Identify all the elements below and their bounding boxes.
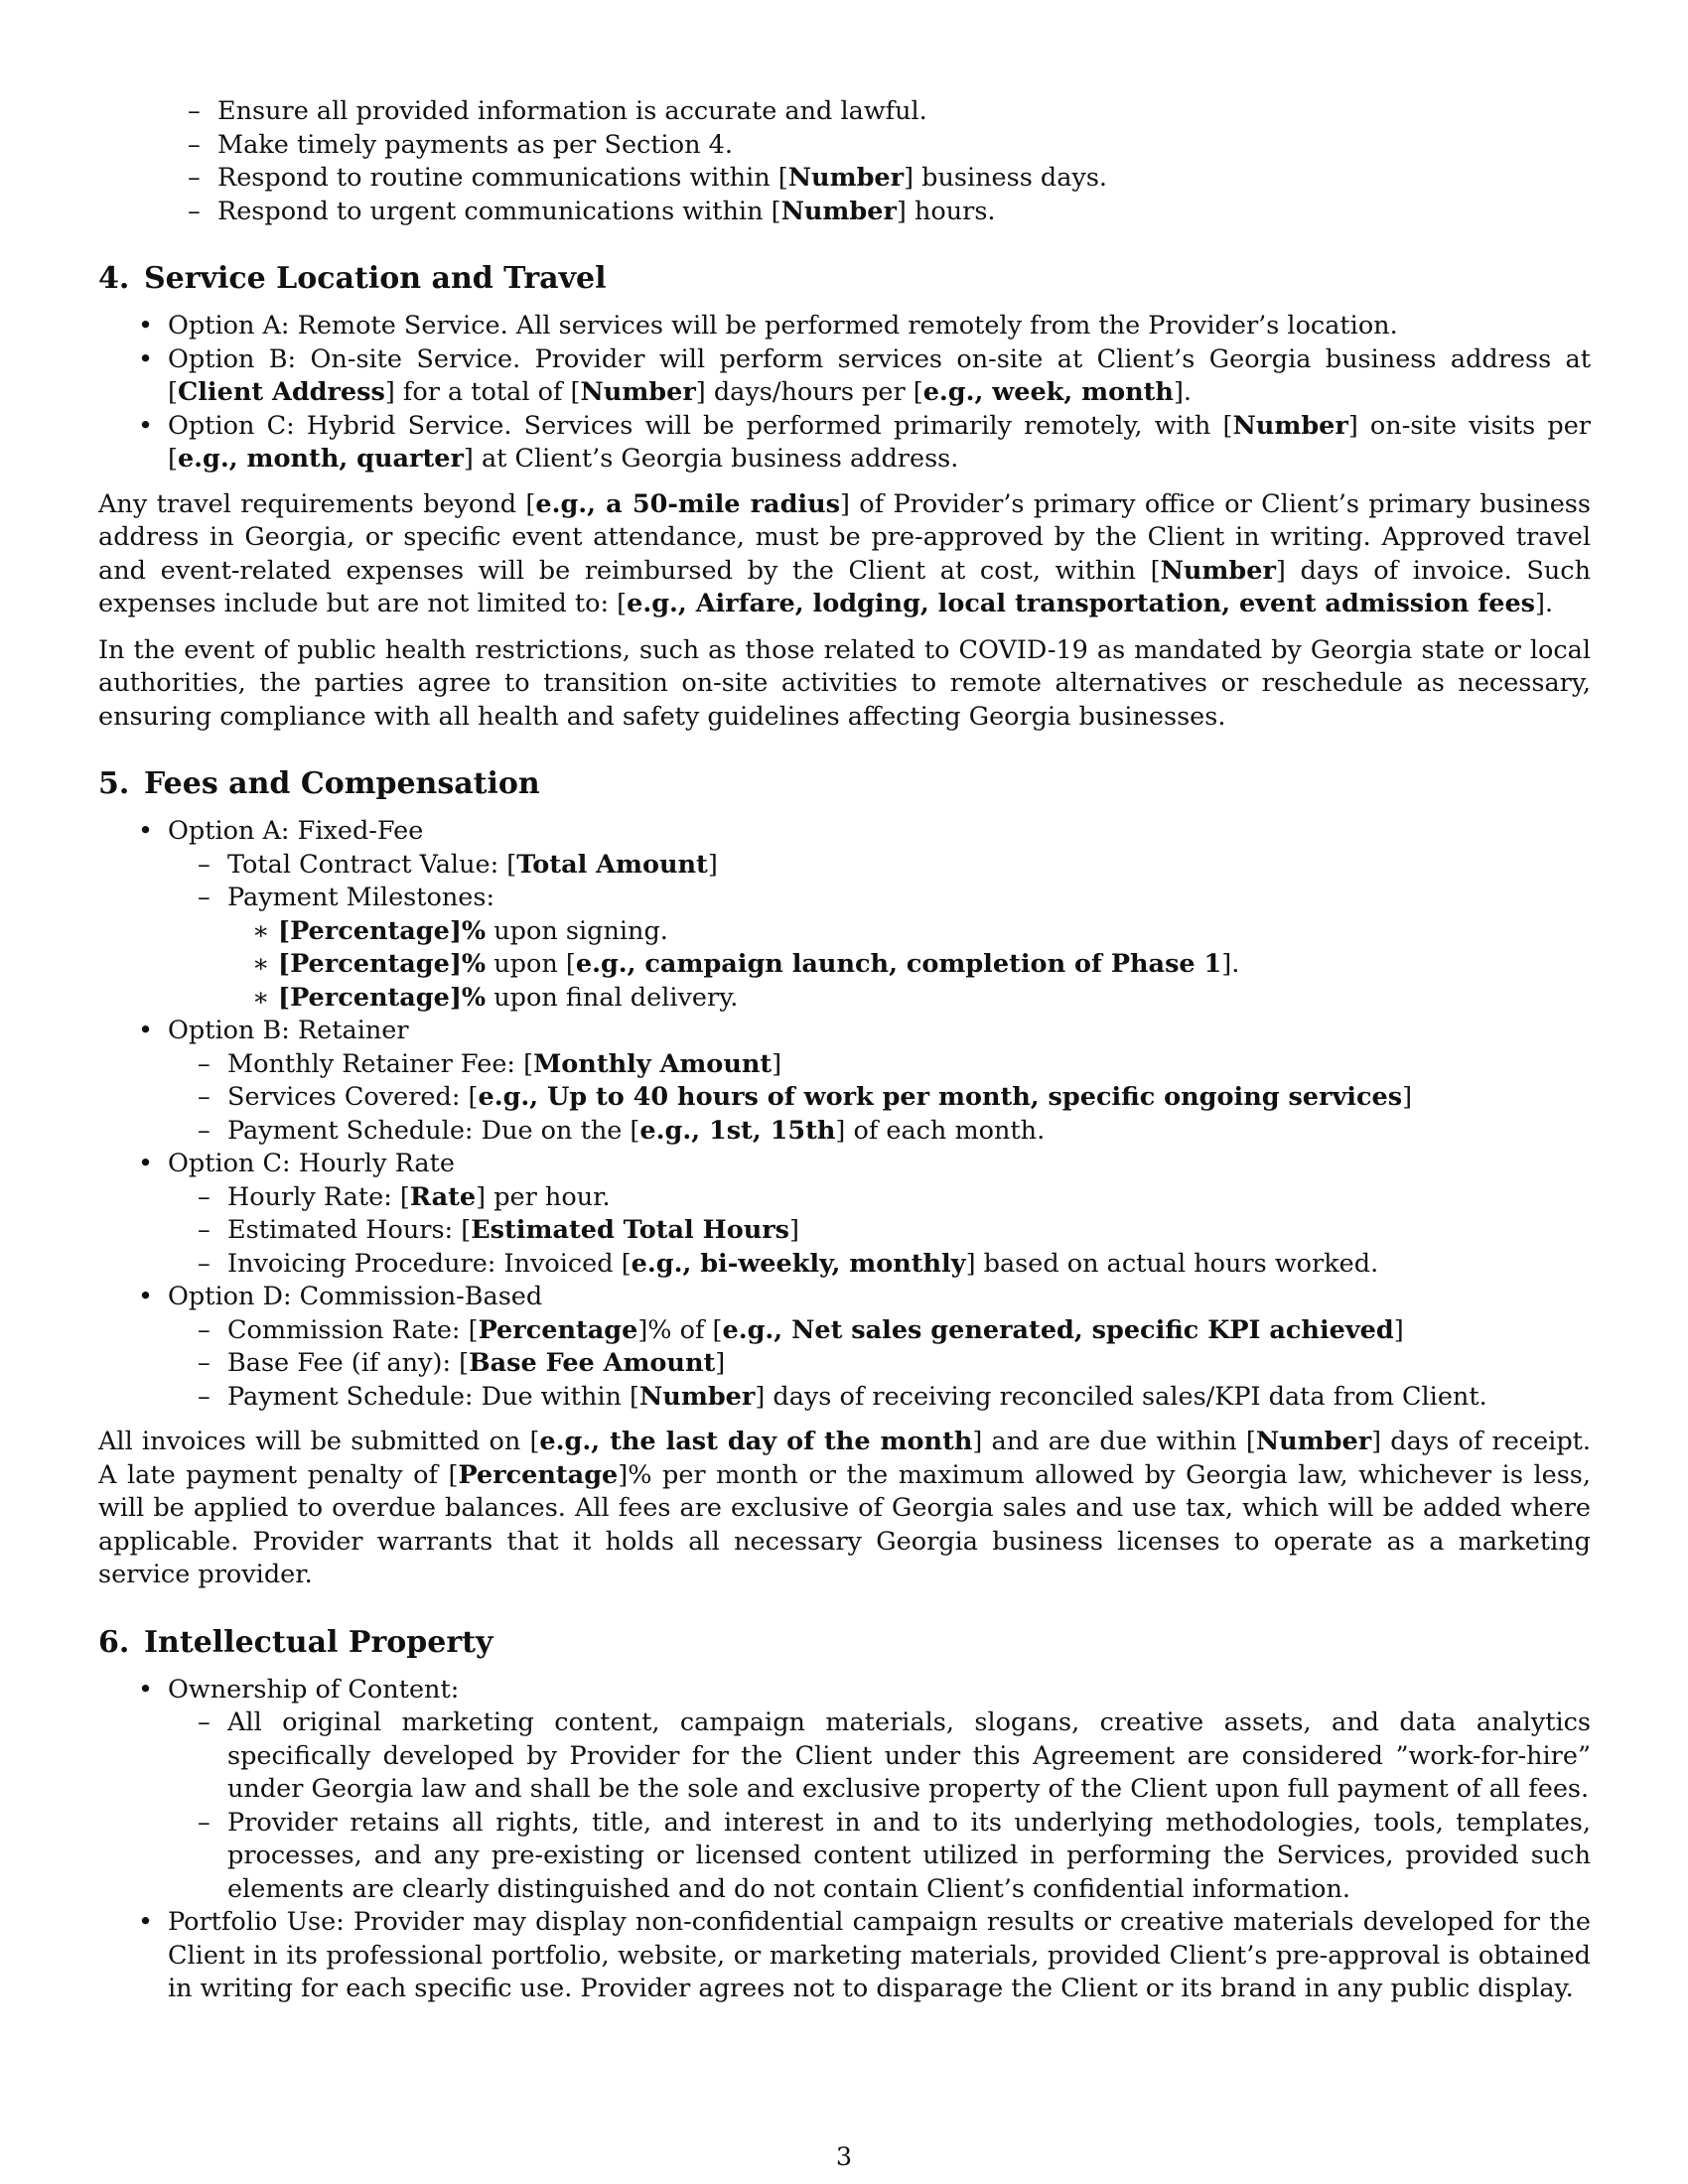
placeholder-field: Estimated Total Hours <box>471 1215 790 1245</box>
client-obligations-list <box>158 95 1591 228</box>
list-item: – Respond to routine communications within [Number] business days. <box>158 162 1591 196</box>
dash-marker: – <box>188 96 201 126</box>
list-item: • Option C: Hybrid Service. Services will be performed primarily remotely, with [Number] on-site visits per [e.g., month, quarter] at Client’s Georgia business address. <box>138 410 1591 474</box>
list-item: – Ensure all provided information is accurate and lawful. <box>158 95 1591 129</box>
list-item: – Base Fee (if any): [Base Fee Amount] <box>168 1347 1591 1381</box>
list-item: – Payment Schedule: Due within [Number] days of receiving reconciled sales/KPI data from Client. <box>168 1381 1591 1415</box>
list-item: – Services Covered: [e.g., Up to 40 hours of work per month, specific ongoing services] <box>168 1081 1591 1115</box>
placeholder-field: Client Address <box>177 377 385 407</box>
dash-marker: – <box>198 1314 211 1345</box>
placeholder-field: Number <box>1232 410 1348 441</box>
dash-marker: – <box>198 1807 211 1838</box>
section-heading-ip <box>98 1624 1591 1662</box>
list-item: • Ownership of Content: – All original marketing content, campaign materials, slogans, creative assets, and data analytics specifically developed by Provider for the Client under this Agreement are considered ”work-for-hire” under Georgia law and shall be the sole and exclusive property of the Client upon full payment of all fees. – Provider retains all rights, title, and interest in and to its underlying methodologies, tools, templates, processes, and any pre-existing or licensed content utilized in performing the Services, provided such elements are clearly distinguished and do not contain Client’s confidential information. <box>98 1674 1591 1907</box>
placeholder-field: Percentage <box>478 1314 638 1345</box>
list-item: • Option C: Hourly Rate – Hourly Rate: [Rate] per hour. – Estimated Hours: [Estimated Total Hours] – Invoicing Procedure: Invoiced [e.g., bi-weekly, monthly] based on actual hours worked. <box>98 1148 1591 1281</box>
placeholder-field: Number <box>787 163 905 193</box>
service-location-options <box>98 310 1591 477</box>
sub-list <box>168 1314 1591 1415</box>
placeholder-field: Number <box>580 377 696 407</box>
placeholder-field: e.g., a 50-mile radius <box>535 488 840 519</box>
placeholder-field: Total Amount <box>516 849 708 880</box>
list-item: – Monthly Retainer Fee: [Monthly Amount] <box>168 1048 1591 1082</box>
placeholder-field: e.g., month, quarter <box>177 444 464 474</box>
list-item: – Make timely payments as per Section 4. <box>158 129 1591 163</box>
bullet-marker: • <box>138 343 154 374</box>
placeholder-field: [Percentage]% <box>278 915 487 946</box>
travel-paragraph: Any travel requirements beyond [e.g., a 50-mile radius] of Provider’s primary office or Client’s primary business address in Georgia, or specific event attendance, must be pre-approved by the Client in writing. Approved travel and event-related expenses will be reimbursed by the Client at cost, within [Number] days of invoice. Such expenses include but are not limited to: [e.g., Airfare, lodging, local transportation, event admission fees]. <box>98 488 1591 618</box>
dash-marker: – <box>188 129 201 160</box>
asterisk-marker: ∗ <box>252 915 270 946</box>
placeholder-field: e.g., week, month <box>922 377 1174 407</box>
placeholder-field: e.g., Up to 40 hours of work per month, specific ongoing services <box>478 1082 1403 1112</box>
asterisk-marker: ∗ <box>252 982 270 1013</box>
bullet-marker: • <box>138 410 154 441</box>
page-number: 3 <box>835 2142 853 2172</box>
dash-marker: – <box>188 163 201 193</box>
placeholder-field: e.g., Net sales generated, specific KPI achieved <box>722 1314 1394 1345</box>
placeholder-field: Percentage <box>458 1459 619 1490</box>
placeholder-field: e.g., 1st, 15th <box>639 1115 836 1146</box>
list-item: • Portfolio Use: Provider may display non-confidential campaign results or creative materials developed for the Client in its professional portfolio, website, or marketing materials, provided Client’s pre-approval is obtained in writing for each specific use. Provider agrees not to disparage the Client or its brand in any public display. <box>138 1907 1591 2003</box>
invoicing-paragraph: All invoices will be submitted on [e.g., the last day of the month] and are due within [Number] days of receipt. A late payment penalty of [Percentage]% per month or the maximum allowed by Georgia law, whichever is less, will be applied to overdue balances. All fees are exclusive of Georgia sales and use tax, which will be added where applicable. Provider warrants that it holds all necessary Georgia business licenses to operate as a marketing service provider. <box>98 1427 1591 1589</box>
placeholder-field: Number <box>1255 1427 1372 1456</box>
list-item: – Invoicing Procedure: Invoiced [e.g., bi-weekly, monthly] based on actual hours worked. <box>168 1248 1591 1282</box>
public-health-paragraph: In the event of public health restrictions, such as those related to COVID-19 as mandated by Georgia state or local authorities, the parties agree to transition on-site activities to remote alternatives or reschedule as necessary, ensuring compliance with all health and safety guidelines affecting Georgia businesses. <box>98 634 1591 732</box>
bullet-marker: • <box>138 1907 154 1937</box>
placeholder-field: e.g., bi-weekly, monthly <box>631 1248 966 1279</box>
placeholder-field: [Percentage]% <box>278 982 487 1013</box>
dash-marker: – <box>198 1048 211 1079</box>
sub-list <box>168 849 1591 1016</box>
dash-marker: – <box>198 883 211 912</box>
dash-marker: – <box>198 1381 211 1412</box>
dash-marker: – <box>188 196 201 226</box>
section-number: 6. <box>98 1624 130 1660</box>
placeholder-field: Number <box>780 196 897 226</box>
bullet-marker: • <box>138 1149 154 1178</box>
placeholder-field: e.g., campaign launch, completion of Phase 1 <box>575 949 1222 979</box>
placeholder-field: Base Fee Amount <box>469 1348 716 1378</box>
section-title: Intellectual Property <box>144 1624 493 1660</box>
section-heading-service-location <box>98 260 1591 298</box>
dash-marker: – <box>198 1181 211 1212</box>
dash-marker: – <box>198 1115 211 1146</box>
list-item: • Option D: Commission-Based – Commission Rate: [Percentage]% of [e.g., Net sales generated, specific KPI achieved] – Base Fee (if any): [Base Fee Amount] – Payment Schedule: Due within [Number] days of receiving reconciled sales/KPI data from Client. <box>98 1281 1591 1414</box>
placeholder-field: Number <box>638 1381 756 1412</box>
section-title: Fees and Compensation <box>144 766 540 801</box>
bullet-marker: • <box>138 1016 154 1045</box>
list-item: • Option B: On-site Service. Provider will perform services on-site at Client’s Georgia business address at [Client Address] for a total of [Number] days/hours per [e.g., week, month]. <box>138 343 1591 407</box>
placeholder-field: Number <box>1160 555 1276 586</box>
list-item: ∗ [Percentage]% upon signing. <box>227 915 1591 949</box>
bullet-marker: • <box>138 1282 154 1311</box>
list-item: ∗ [Percentage]% upon [e.g., campaign launch, completion of Phase 1]. <box>227 948 1591 982</box>
list-item: – All original marketing content, campaign materials, slogans, creative assets, and data analytics specifically developed by Provider for the Client under this Agreement are considered ”work-for-hire” under Georgia law and shall be the sole and exclusive property of the Client upon full payment of all fees. <box>198 1707 1591 1804</box>
document-page <box>98 95 1591 2018</box>
section-number: 5. <box>98 766 130 801</box>
list-item: – Estimated Hours: [Estimated Total Hours] <box>168 1214 1591 1248</box>
section-number: 4. <box>98 261 130 296</box>
list-item: – Commission Rate: [Percentage]% of [e.g., Net sales generated, specific KPI achieved] <box>168 1314 1591 1348</box>
placeholder-field: Rate <box>409 1181 477 1212</box>
list-item: • Option A: Remote Service. All services will be performed remotely from the Provider’s location. <box>98 310 1591 343</box>
list-item: • Option A: Fixed-Fee – Total Contract Value: [Total Amount] – Payment Milestones: ∗ [Percentage]% upon signing. ∗ [Percentage]% upon [e.g., campaign launch, completion of Phase 1]. ∗ [Percentage]% upon final delivery. <box>98 815 1591 1015</box>
list-item: • Option B: Retainer – Monthly Retainer Fee: [Monthly Amount] – Services Covered: [e.g., Up to 40 hours of work per month, specific ongoing services] – Payment Schedule: Due on the [e.g., 1st, 15th] of each month. <box>98 1015 1591 1148</box>
ip-list <box>98 1674 1591 2006</box>
list-item: – Total Contract Value: [Total Amount] <box>168 849 1591 883</box>
bullet-marker: • <box>138 1674 154 1705</box>
bullet-marker: • <box>138 311 154 341</box>
list-item: – Payment Schedule: Due on the [e.g., 1st, 15th] of each month. <box>168 1115 1591 1149</box>
sub-sub-list <box>227 915 1591 1016</box>
sub-list <box>168 1048 1591 1149</box>
list-item: – Hourly Rate: [Rate] per hour. <box>168 1181 1591 1215</box>
asterisk-marker: ∗ <box>252 949 270 979</box>
placeholder-field: e.g., the last day of the month <box>539 1427 973 1456</box>
section-title: Service Location and Travel <box>144 261 607 296</box>
list-item: – Payment Milestones: ∗ [Percentage]% upon signing. ∗ [Percentage]% upon [e.g., campaign launch, completion of Phase 1]. ∗ [Percentage]% upon final delivery. <box>168 882 1591 1015</box>
section-heading-fees <box>98 765 1591 803</box>
sub-list <box>168 1706 1591 1906</box>
bullet-marker: • <box>138 816 154 846</box>
dash-marker: – <box>198 1215 211 1245</box>
sub-list <box>168 1181 1591 1282</box>
placeholder-field: e.g., Airfare, lodging, local transportation, event admission fees <box>627 589 1536 618</box>
list-item: – Provider retains all rights, title, and interest in and to its underlying methodologies, tools, templates, processes, and any pre-existing or licensed content utilized in performing the Services, provided such elements are clearly distinguished and do not contain Client’s confidential information. <box>198 1807 1591 1904</box>
dash-marker: – <box>198 1082 211 1112</box>
dash-marker: – <box>198 849 211 880</box>
fee-options-list <box>98 815 1591 1414</box>
placeholder-field: [Percentage]% <box>278 949 487 979</box>
dash-marker: – <box>198 1248 211 1279</box>
list-item: – Respond to urgent communications within [Number] hours. <box>158 196 1591 229</box>
dash-marker: – <box>198 1348 211 1378</box>
placeholder-field: Monthly Amount <box>533 1048 773 1079</box>
list-item: ∗ [Percentage]% upon final delivery. <box>227 982 1591 1016</box>
dash-marker: – <box>198 1707 211 1737</box>
